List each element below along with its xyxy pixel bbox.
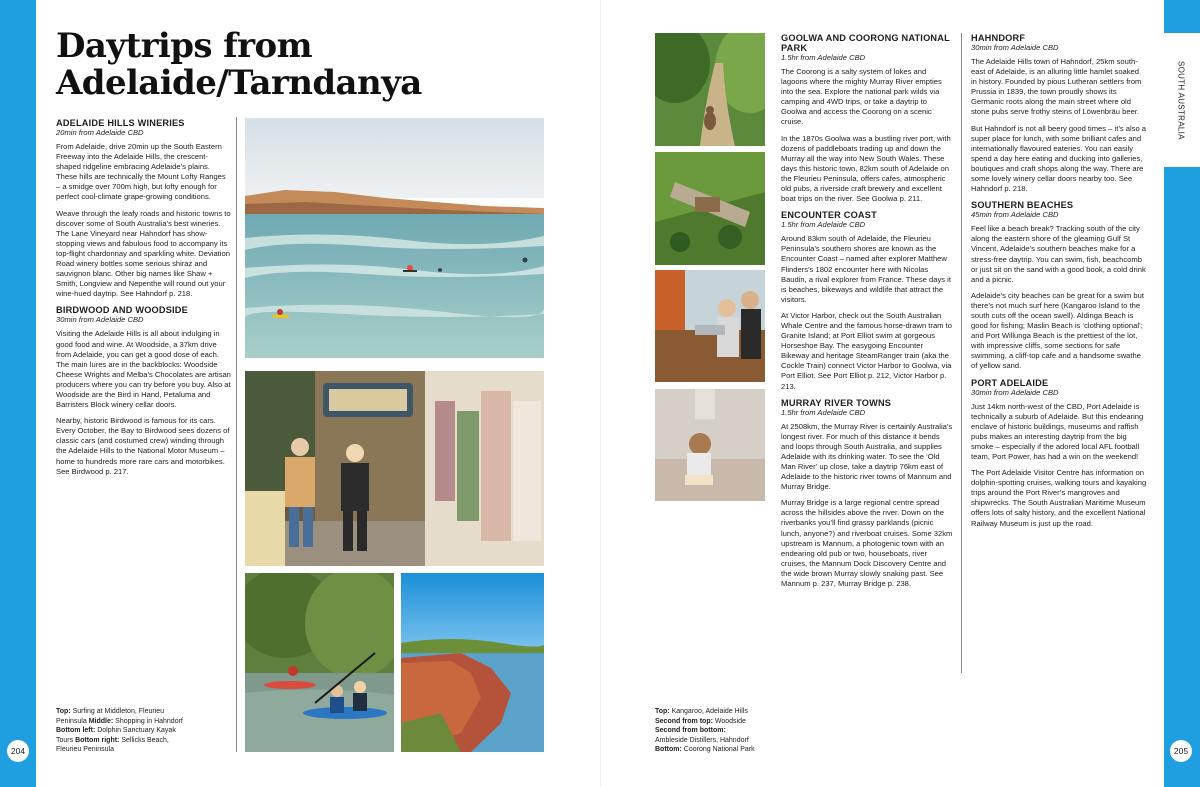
section-subheading: 1.5hr from Adelaide CBD bbox=[781, 53, 866, 62]
caption-text: Dolphin Sanctuary Kayak bbox=[95, 727, 176, 735]
section-heading: HAHNDORF bbox=[971, 33, 1026, 43]
section-subheading: 20min from Adelaide CBD bbox=[56, 128, 144, 137]
column-divider-left bbox=[236, 117, 237, 752]
section-adelaide-hills-wineries bbox=[56, 118, 232, 299]
section-heading: GOOLWA AND COORONG NATIONAL PARK bbox=[781, 33, 950, 53]
caption-label: Top: bbox=[56, 708, 71, 715]
paragraph: Weave through the leafy roads and historic towns to discover some of South Australia’s best wineries. The Lane Vineyard near Hahndorf has show-stopping views and fabulous food to accompany its top-flight chardonnay and sparkling white. Deviation Road winery bottles some serious shiraz and sauvignon blanc. Other big names like Shaw + Smith, Longview and Nepenthe will round out your wine-hued daytrip. See Hahndorf p. 218. bbox=[56, 208, 231, 299]
photo-ambleside-distillers bbox=[655, 270, 765, 382]
middle-text-column bbox=[781, 33, 953, 595]
section-subheading: 45min from Adelaide CBD bbox=[971, 210, 1059, 220]
caption-label: Bottom: bbox=[655, 746, 682, 754]
paragraph: The Adelaide Hills town of Hahndorf, 25km south-east of Adelaide, is an alluring little hamlet soaked in history. Founded by pious Lutheran settlers from Prussia in 1839, the town proudly shows its Germanic roots along the main street where old stone pubs serve frothy steins of Löwenbräu beer. bbox=[971, 57, 1142, 117]
section-birdwood-woodside bbox=[56, 305, 232, 476]
column-divider-right bbox=[961, 33, 962, 673]
page-number-left: 204 bbox=[7, 740, 29, 762]
caption-text: Coorong National Park bbox=[681, 746, 755, 754]
photo-kangaroo bbox=[655, 33, 765, 146]
section-heading: PORT ADELAIDE bbox=[971, 377, 1049, 388]
section-heading: ENCOUNTER COAST bbox=[781, 210, 877, 221]
photo-dolphin-kayak bbox=[245, 573, 394, 752]
paragraph: Murray Bridge is a large regional centre spread across the hillsides above the river. Down on the riverbanks you’ll find grassy parklands (picnic lunch, anyone?) and riverboat cruises. Some 32km upstream is Mannum, a photogenic town with an endearing old pub or two, houseboats, river cruises, the Mannum Dock Discovery Centre and the wide brown Murray slowly snaking past. See Mannum p. 237, Murray Bridge p. 238. bbox=[781, 498, 953, 589]
right-text-column bbox=[971, 33, 1147, 535]
section-subheading: 1.5hr from Adelaide CBD bbox=[781, 407, 866, 417]
section-port-adelaide bbox=[971, 378, 1147, 529]
caption-text: Sellicks Beach, bbox=[119, 736, 169, 744]
photo-shopping-hahndorf bbox=[245, 371, 544, 566]
paragraph: But Hahndorf is not all beery good times – it’s also a super place for lunch, with some brilliant cafes and internationally flavoured eateries. You can easily spend a day here eating and ducking into galleries, boutiques and craft shops along the way. There are some lovely winery cellar doors nearby too. See Hahndorf p. 218. bbox=[971, 123, 1147, 194]
caption-label: Top: bbox=[655, 708, 670, 715]
left-photo-caption bbox=[56, 707, 234, 755]
caption-text: Tours bbox=[56, 736, 76, 744]
caption-text: Peninsula bbox=[56, 717, 89, 725]
paragraph: The Port Adelaide Visitor Centre has information on dolphin-spotting cruises, walking tours and kayaking trips around the Port River’s mangroves and shipwrecks. The South Australian Maritime Museum offers lots of salty history, and the excellent National Railway Museum is just up the road. bbox=[971, 468, 1147, 528]
left-text-column bbox=[56, 118, 232, 483]
side-tab-label: SOUTH AUSTRALIA bbox=[1176, 60, 1186, 140]
section-southern-beaches bbox=[971, 200, 1147, 371]
paragraph: Nearby, historic Birdwood is famous for its cars. Every October, the Bay to Birdwood sees dozens of classic cars (and costumed crew) winding through the Adelaide Hills to the National Motor Museum – home to hundreds more rare cars and motorbikes. See Birdwood p. 217. bbox=[56, 416, 230, 476]
paragraph: Adelaide’s city beaches can be great for a swim but there’s not much surf here (Kangaroo Island to the south cuts off the ocean swell). Aldinga Beach is good for fishing; Maslin Beach is ‘clothing optional’; and Port Willunga Beach is the prettiest of the lot, with impressive cliffs, some sections for safe swimming, a cliff-top cafe and a handsome swathe of yellow sand. bbox=[971, 290, 1144, 371]
photo-surfing-beach bbox=[245, 118, 544, 358]
caption-text: Woodside bbox=[712, 717, 746, 725]
paragraph: Just 14km north-west of the CBD, Port Adelaide is technically a suburb of Adelaide. But this endearing enclave of historic buildings, museums and raffish pubs makes an interesting daytrip from the big smoke – especially if the adored local AFL football team, Port Power, has had a win on the weekend! bbox=[971, 401, 1144, 461]
caption-text: Kangaroo, Adelaide Hills bbox=[669, 708, 748, 715]
section-subheading: 1.5hr from Adelaide CBD bbox=[781, 220, 866, 230]
left-page-edge-bar bbox=[0, 0, 36, 787]
paragraph: The Coorong is a salty system of lokes and lagoons where the mighty Murray River empties into the sea. Explore the national park wilds via camping and 4WD trips, or take a daytrip to Goolwa and access the Coorong on a scenic cruise. bbox=[781, 67, 942, 127]
photo-coorong-child bbox=[655, 389, 765, 501]
title-line-1: Daytrips from bbox=[56, 26, 312, 66]
photo-woodside-aerial bbox=[655, 152, 765, 265]
section-heading: MURRAY RIVER TOWNS bbox=[781, 397, 892, 408]
caption-label: Second from top: bbox=[655, 717, 713, 725]
paragraph: Feel like a beach break? Tracking south of the city along the eastern shore of the gleaming Gulf St Vincent, Adelaide’s southern beaches make for a stress-free daytrip. You can swim, fish, beachcomb or just sit on the sand with a good book, a cold drink and a picnic. bbox=[971, 224, 1146, 284]
caption-text: Shopping in Hahndorf bbox=[113, 717, 183, 725]
right-photo-caption bbox=[655, 707, 785, 755]
paragraph: From Adelaide, drive 20min up the South Eastern Freeway into the Adelaide Hills, the crescent-shaped ridgeline embracing Adelaide’s plains. These hills are technically the Mount Lofty Ranges – a smidge over 700m high, but lofty enough for perfect cool-climate grape-growing conditions. bbox=[56, 142, 226, 202]
paragraph: Visiting the Adelaide Hills is all about indulging in good food and wine. At Woodside, a 37km drive from Adelaide, you can get a good dose of each. The main lures are in the backblocks: Woodside Cheese Wrights and Melba’s Chocolates are artisan producers where you can try before you buy. Also at Woodside are the Bird in Hand, Petaluma and Barristers Block winery cellar doors. bbox=[56, 329, 231, 410]
page-title bbox=[56, 28, 436, 102]
title-line-2: Adelaide/Tarndanya bbox=[56, 63, 422, 103]
section-encounter-coast bbox=[781, 210, 953, 391]
section-murray-river-towns bbox=[781, 398, 953, 590]
section-subheading: 30min from Adelaide CBD bbox=[56, 315, 144, 325]
caption-label: Bottom right: bbox=[75, 736, 120, 744]
section-heading: BIRDWOOD AND WOODSIDE bbox=[56, 305, 188, 316]
caption-label: Second from bottom: bbox=[655, 727, 726, 735]
section-subheading: 30min from Adelaide CBD bbox=[971, 43, 1059, 52]
section-heading: ADELAIDE HILLS WINERIES bbox=[56, 118, 185, 128]
section-heading: SOUTHERN BEACHES bbox=[971, 200, 1074, 211]
caption-text: Surfing at Middleton, Fleurieu bbox=[70, 708, 165, 715]
section-subheading: 30min from Adelaide CBD bbox=[971, 387, 1059, 397]
page-gutter bbox=[600, 0, 601, 787]
caption-text: Ambleside Distillers, Hahndorf bbox=[655, 736, 749, 744]
paragraph: Around 83km south of Adelaide, the Fleurieu Peninsula’s southern shores are known as the Encounter Coast – named after explorer Matthew Flinders’s 1802 encounter here with Nicolas Baudin, a rival explorer from France. These days it is beaches, bikeways and wildlife that attract the visitors. bbox=[781, 234, 951, 304]
caption-label: Bottom left: bbox=[56, 727, 96, 735]
paragraph: At 2508km, the Murray River is certainly Australia’s longest river. For much of this distance it bends and loops through South Australia, and supplies Adelaide with its drinking water. To see the ‘Old Man River’ up close, take a daytrip 76km east of Adelaide to the historic river towns of Mannum and Murray Bridge. bbox=[781, 421, 953, 492]
paragraph: In the 1870s Goolwa was a bustling river port, with dozens of paddleboats trading up and down the Murray all the way into New South Wales. These days this historic town, 82km south of Adelaide on the Fleurieu Peninsula, offers cafes, atmospheric old pubs, a riverside craft brewery and excellent boat trips on the river. See Goolwa p. 211. bbox=[781, 133, 951, 204]
paragraph: At Victor Harbor, check out the South Australian Whale Centre and the famous horse-drawn tram to Granite Island; at Port Elliot swim at gorgeous Horseshoe Bay. The easygoing Encounter Bikeway and heritage SteamRanger train (aka the Cockle Train) connect Victor Harbor to Goolwa, via Port Elliot. See Port Elliot p. 212, Victor Harbor p. 213. bbox=[781, 310, 952, 391]
photo-sellicks-beach bbox=[401, 573, 544, 752]
page-number-right: 205 bbox=[1170, 740, 1192, 762]
caption-label: Middle: bbox=[88, 717, 114, 725]
caption-text: Fleurieu Peninsula bbox=[56, 746, 114, 754]
section-goolwa-coorong bbox=[781, 33, 953, 204]
section-hahndorf bbox=[971, 33, 1147, 194]
